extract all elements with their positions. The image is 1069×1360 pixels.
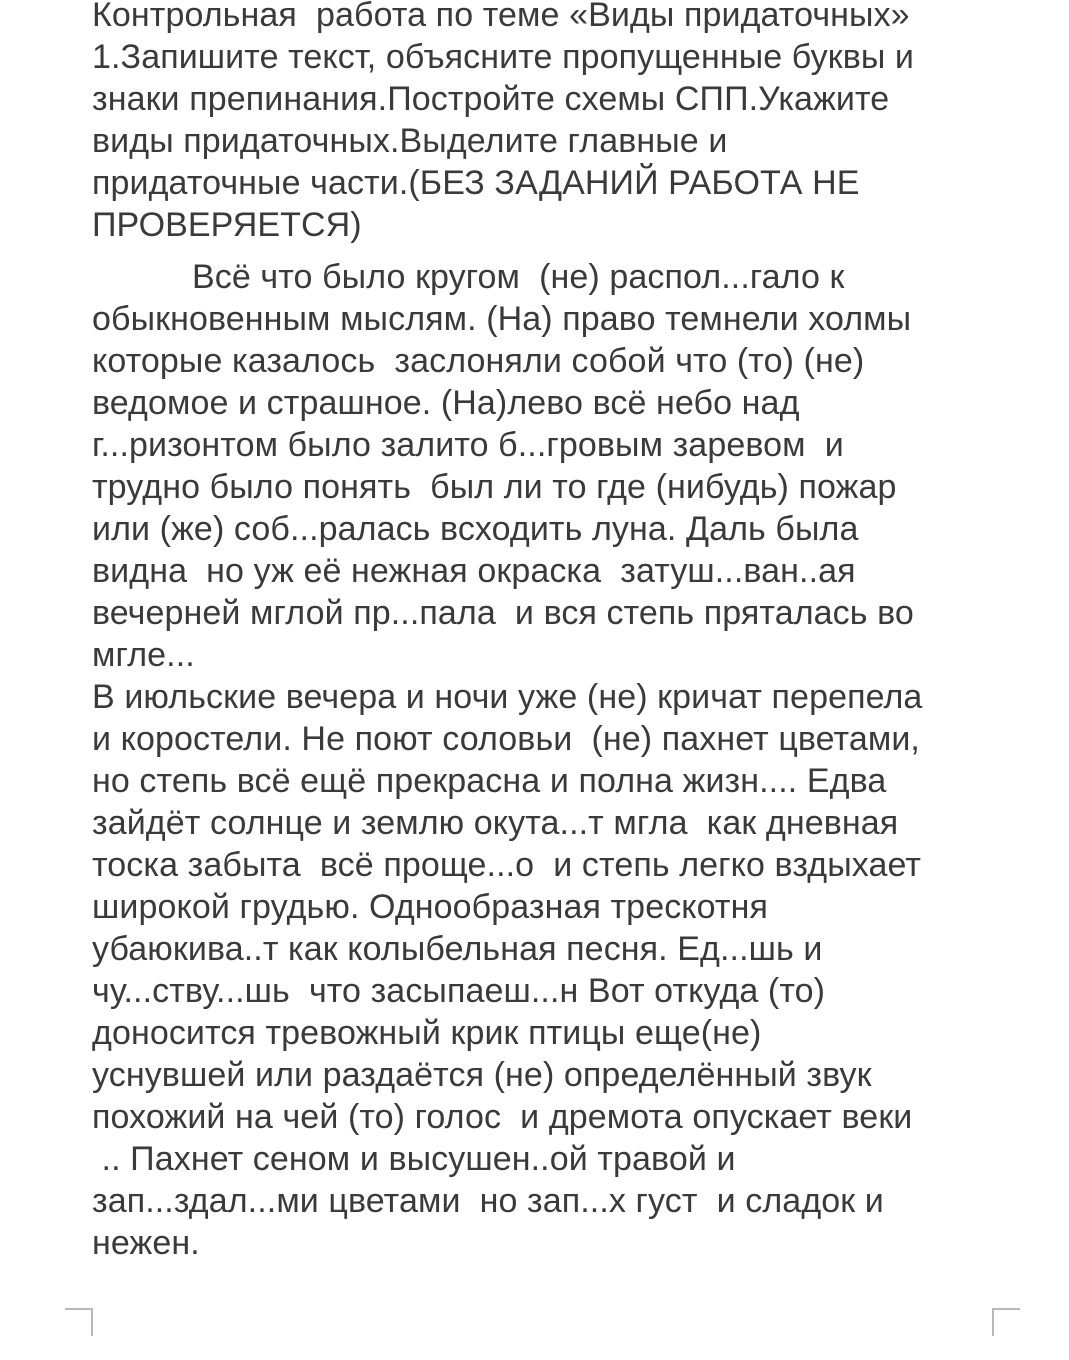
paragraph-2-line: .. Пахнет сеном и высушен..ой травой и	[92, 1140, 736, 1178]
paragraph-2-line: и коростели. Не поют соловьи (не) пахнет цветами,	[92, 720, 920, 758]
paragraph-2-line: В июльские вечера и ночи уже (не) кричат перепела	[92, 678, 923, 716]
task-line: знаки препинания.Постройте схемы СПП.Укажите	[92, 80, 890, 118]
paragraph-1-line: Всё что было кругом (не) распол...гало к	[192, 258, 845, 296]
paragraph-1-line: г...ризонтом было залито б...гровым заревом и	[92, 426, 844, 464]
task-line: ПРОВЕРЯЕТСЯ)	[92, 206, 362, 244]
document-title: Контрольная работа по теме «Виды придаточных»	[92, 0, 910, 34]
task-instructions	[92, 36, 1012, 246]
paragraph-2-line: похожий на чей (то) голос и дремота опускает веки	[92, 1098, 913, 1136]
task-line: 1.Запишите текст, объясните пропущенные буквы и	[92, 38, 915, 76]
paragraph-1-line: обыкновенным мыслям. (На) право темнели холмы	[92, 300, 912, 338]
paragraph-1-line: вечерней мглой пр...пала и вся степь пряталась во	[92, 594, 914, 632]
paragraph-1-line: которые казалось заслоняли собой что (то) (не)	[92, 342, 865, 380]
paragraph-1-line: или (же) соб...ралась всходить луна. Даль была	[92, 510, 859, 548]
paragraph-2-line: чу...ству...шь что засыпаеш...н Вот откуда (то)	[92, 972, 826, 1010]
paragraph-2-line: убаюкива..т как колыбельная песня. Ед...шь и	[92, 930, 823, 968]
task-line: придаточные части.(БЕЗ ЗАДАНИЙ РАБОТА НЕ	[92, 164, 860, 202]
paragraph-1-line: видна но уж её нежная окраска затуш...ван..ая	[92, 552, 856, 590]
paragraph-2-line: тоска забыта всё проще...о и степь легко вздыхает	[92, 846, 922, 884]
paragraph-1	[92, 256, 1012, 676]
paragraph-2-line: нежен.	[92, 1224, 200, 1262]
paragraph-2	[92, 676, 1012, 1264]
paragraph-1-line: трудно было понять был ли то где (нибудь) пожар	[92, 468, 897, 506]
document-title-block	[92, 0, 1012, 36]
paragraph-2-line: но степь всё ещё прекрасна и полна жизн.... Едва	[92, 762, 887, 800]
paragraph-2-line: уснувшей или раздаётся (не) определённый звук	[92, 1056, 872, 1094]
paragraph-1-line: ведомое и страшное. (На)лево всё небо над	[92, 384, 800, 422]
paragraph-2-line: зап...здал...ми цветами но зап...х густ и сладок и	[92, 1182, 884, 1220]
paragraph-1-line: мгле...	[92, 636, 195, 674]
task-line: виды придаточных.Выделите главные и	[92, 122, 728, 160]
paragraph-2-line: широкой грудью. Однообразная трескотня	[92, 888, 768, 926]
page-corner-mark-right	[992, 1308, 1020, 1336]
page-corner-mark-left	[65, 1308, 93, 1336]
paragraph-2-line: зайдёт солнце и землю окута...т мгла как дневная	[92, 804, 899, 842]
paragraph-2-line: доносится тревожный крик птицы еще(не)	[92, 1014, 762, 1052]
